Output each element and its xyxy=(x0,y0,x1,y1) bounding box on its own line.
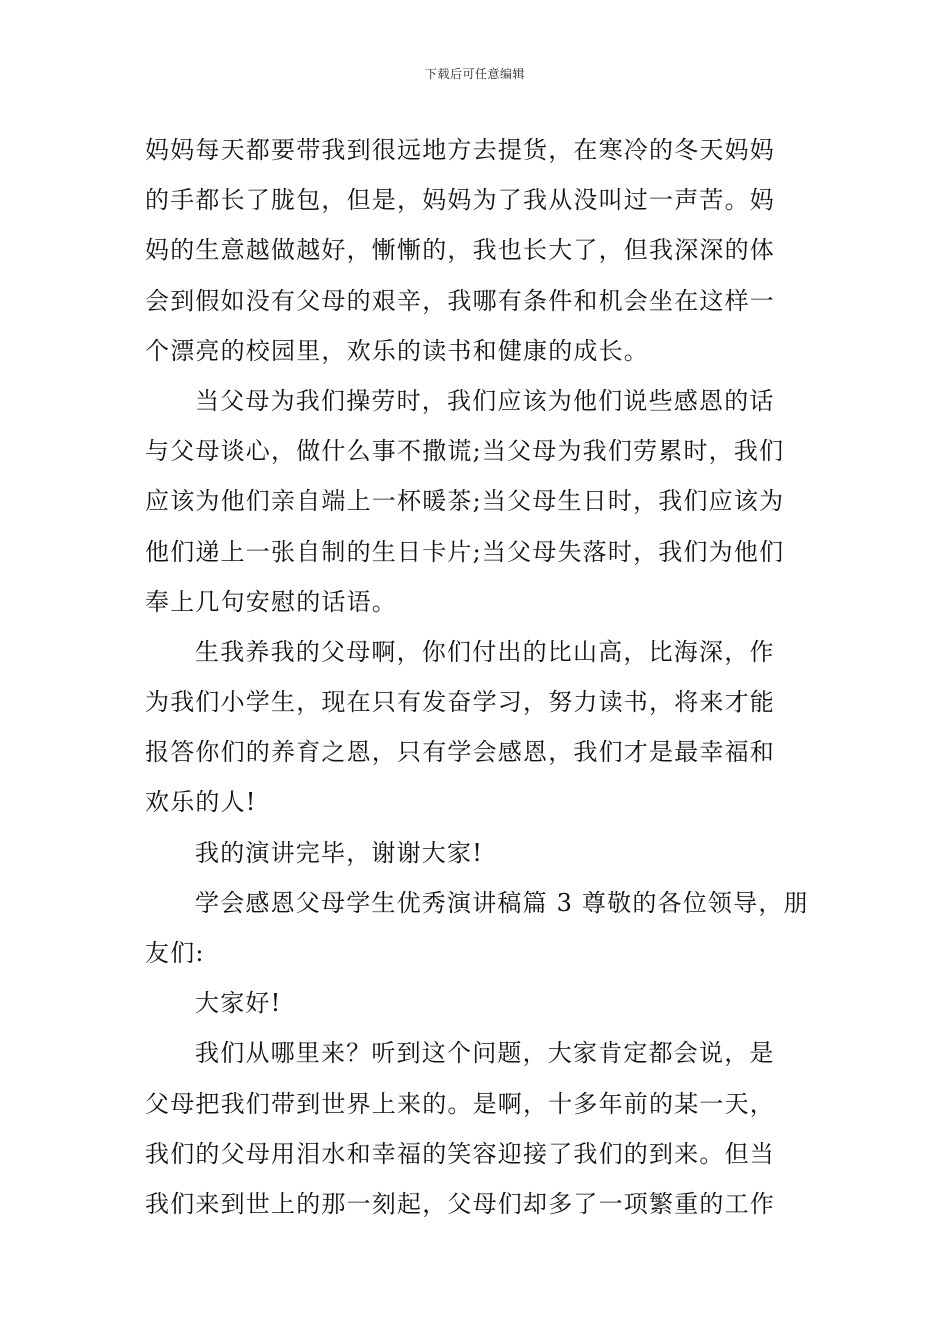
text-line: 为我们小学生，现在只有发奋学习，努力读书，将来才能 xyxy=(145,688,775,717)
text-line: 妈的生意越做越好，慚慚的，我也长大了，但我深深的体 xyxy=(145,236,775,265)
text-line: 与父母谈心，做什么事不撒谎;当父母为我们劳累时，我们 xyxy=(145,437,785,466)
body-text xyxy=(145,125,810,1229)
text-line: 我们来到世上的那一刻起，父母们却多了一项繁重的工作 xyxy=(145,1189,775,1218)
text-line: 个漂亮的校园里，欢乐的读书和健康的成长。 xyxy=(145,336,649,365)
paragraph-start-line: 学会感恩父母学生优秀演讲稿篇 3 尊敬的各位领导，朋 xyxy=(195,888,809,917)
text-line: 父母把我们带到世界上来的。是啊，十多年前的某一天， xyxy=(145,1089,775,1118)
text-line: 的手都长了胧包，但是，妈妈为了我从没叫过一声苦。妈 xyxy=(145,186,775,215)
text-line: 欢乐的人! xyxy=(145,788,257,817)
text-line: 他们递上一张自制的生日卡片;当父母失落时，我们为他们 xyxy=(145,537,785,566)
text-line: 友们: xyxy=(145,939,205,967)
paragraph-start-line: 生我养我的父母啊，你们付出的比山高，比海深，作 xyxy=(195,637,775,666)
paragraph-start-line: 我的演讲完毕，谢谢大家! xyxy=(195,838,484,867)
text-line: 报答你们的养育之恩，只有学会感恩，我们才是最幸福和 xyxy=(145,738,775,767)
text-line: 奉上几句安慰的话语。 xyxy=(145,587,397,616)
text-line: 应该为他们亲自端上一杯暖茶;当父母生日时，我们应该为 xyxy=(145,487,785,516)
paragraph-start-line: 我们从哪里来？听到这个问题，大家肯定都会说，是 xyxy=(195,1039,775,1068)
header-note: 下载后可任意编辑 xyxy=(424,67,525,81)
text-line: 会到假如没有父母的艰辛，我哪有条件和机会坐在这样一 xyxy=(145,286,775,315)
text-line: 我们的父母用泪水和幸福的笑容迎接了我们的到来。但当 xyxy=(145,1139,775,1168)
paragraph-start-line: 当父母为我们操劳时，我们应该为他们说些感恩的话 xyxy=(195,386,775,415)
paragraph-start-line: 大家好! xyxy=(195,989,282,1018)
text-line: 妈妈每天都要带我到很远地方去提货，在寒冷的冬天妈妈 xyxy=(145,136,775,164)
